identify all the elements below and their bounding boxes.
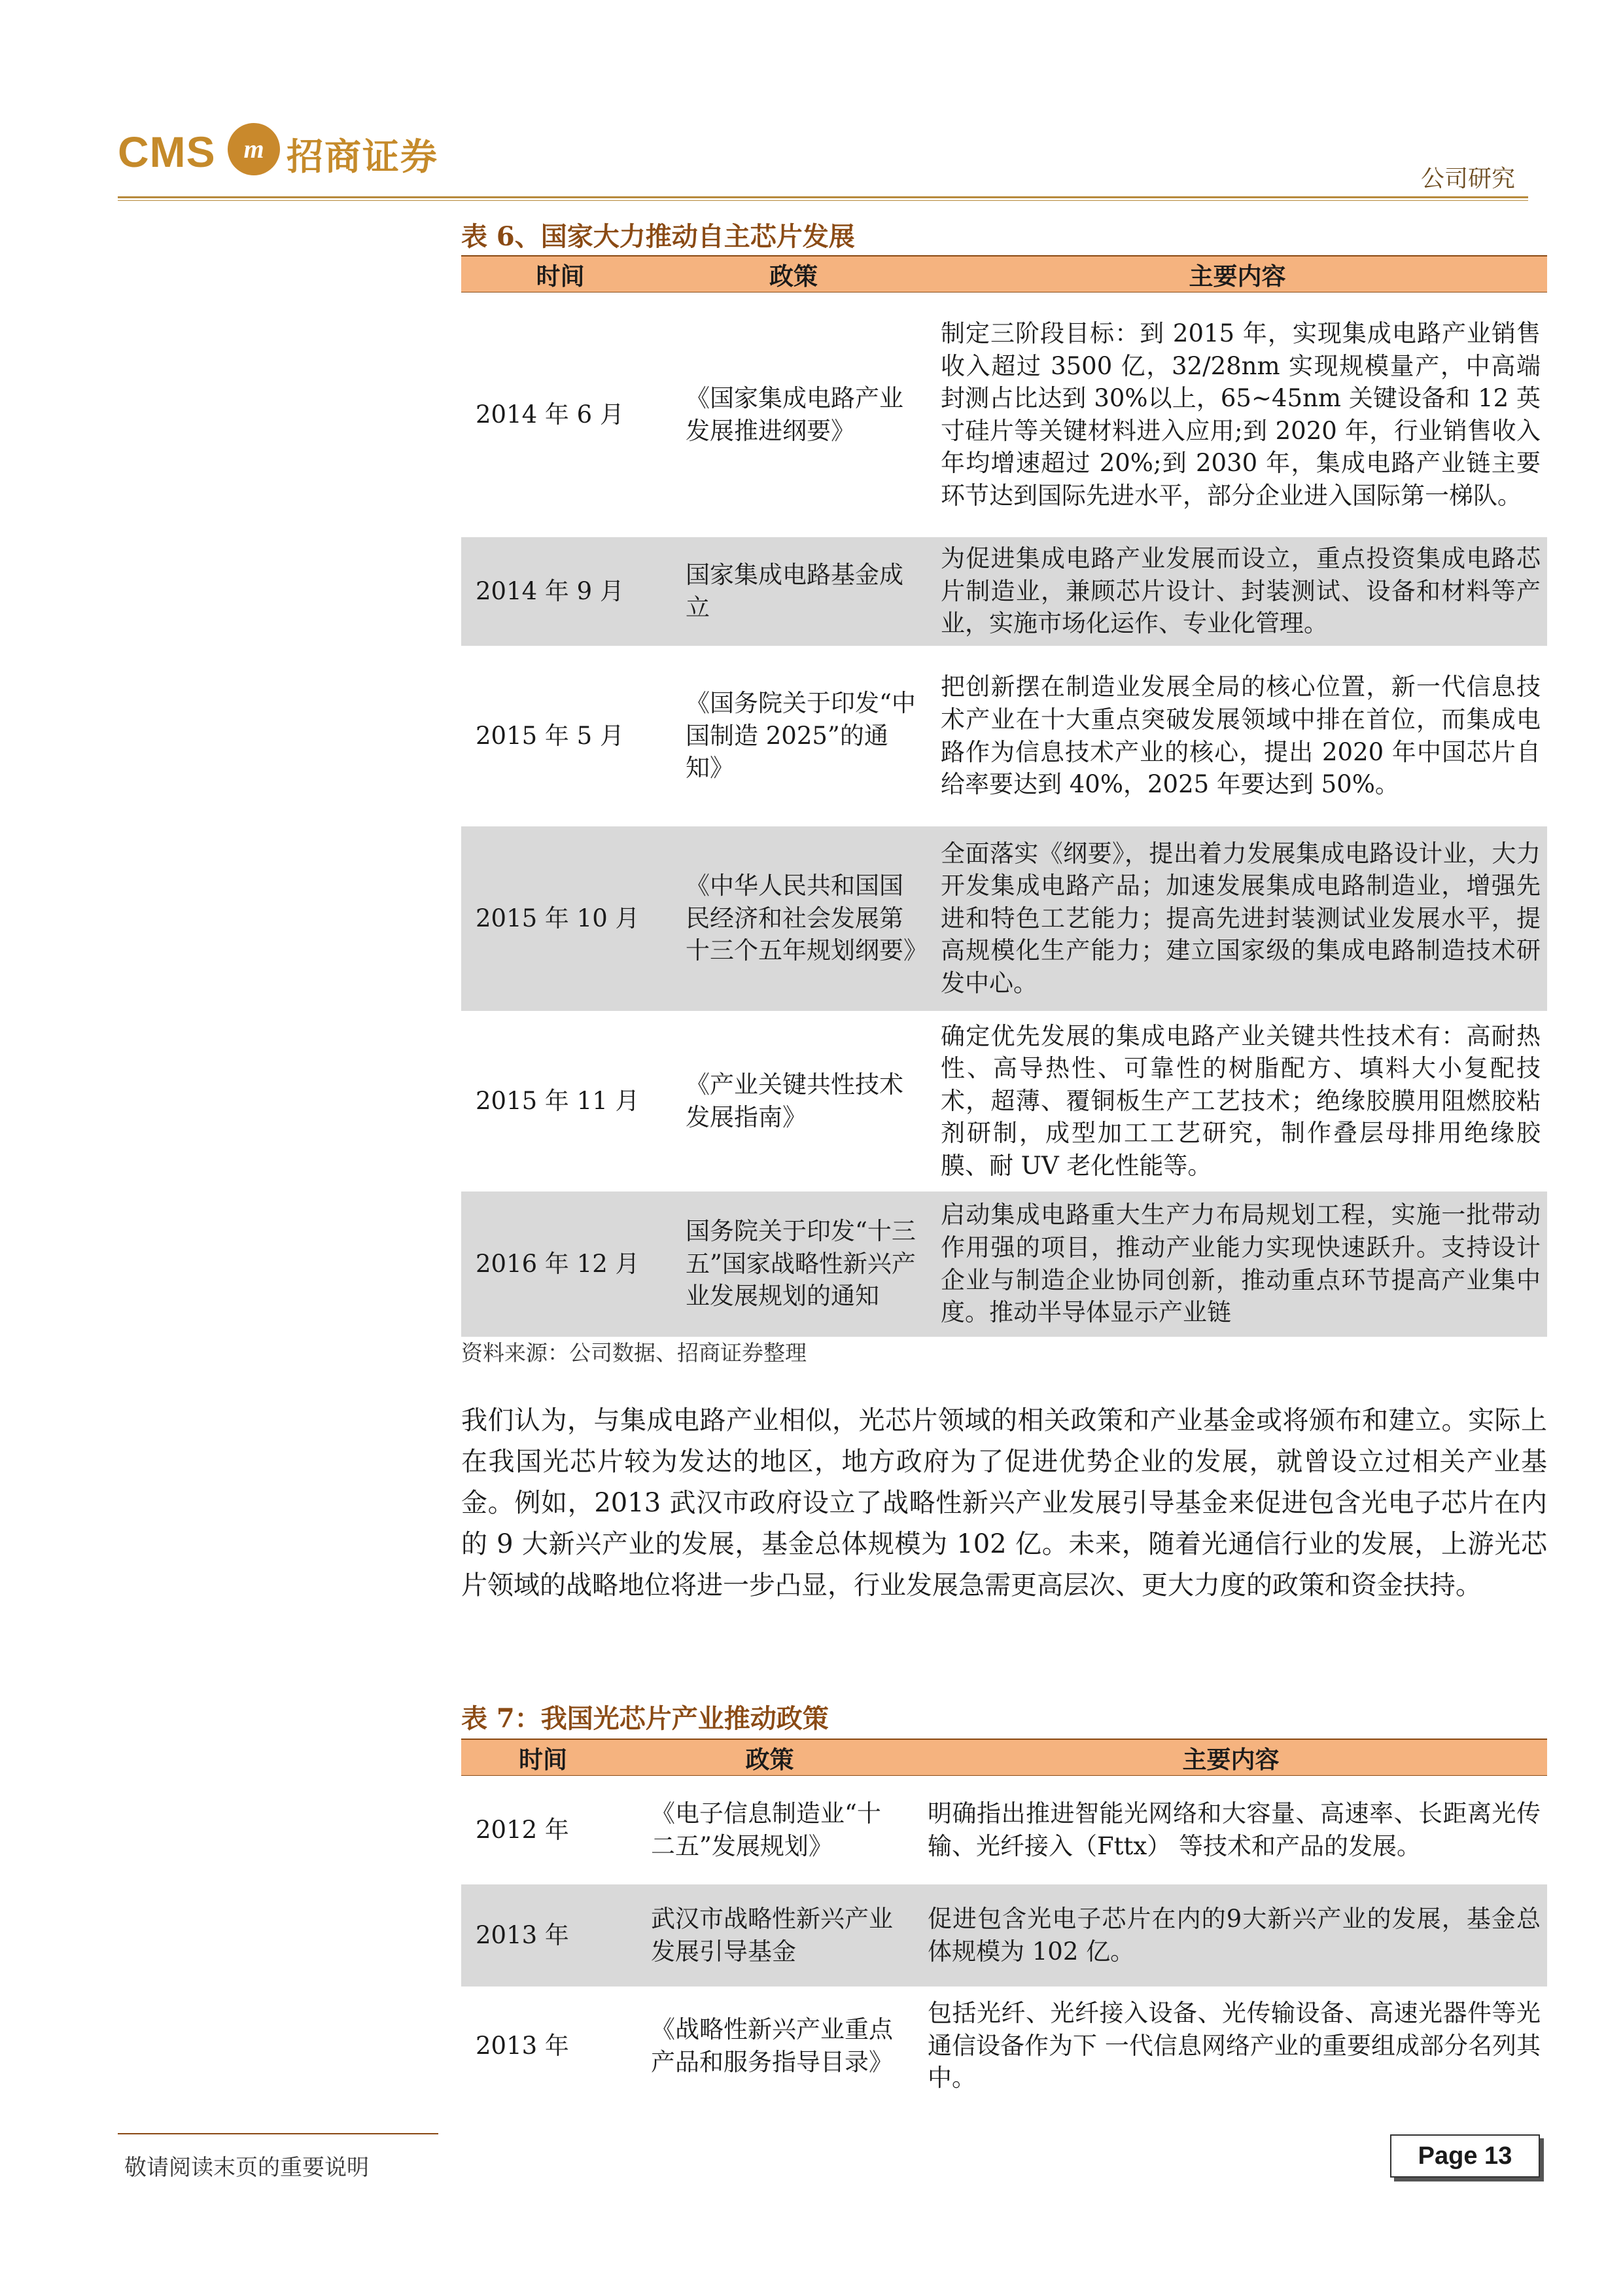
table6-header-content: 主要内容 [928,256,1547,292]
row-time: 2015 年 10 月 [461,826,659,1011]
footer-divider [118,2133,438,2134]
table6-header-policy: 政策 [659,256,928,292]
table7-title: 表 7：我国光芯片产业推动政策 [461,1703,829,1734]
table6-header-row [461,256,1547,292]
row-policy: 《电子信息制造业“十二五”发展规划》 [651,1799,881,1860]
row-time: 2013 年 [461,1884,625,1987]
body-paragraph: 我们认为，与集成电路产业相似，光芯片领域的相关政策和产业基金或将颁布和建立。实际上在我国光芯片较为发达的地区，地方政府为了促进优势企业的发展，就曾设立过相关产业基金。例如，2013 武汉市政府设立了战略性新兴产业发展引导基金来促进包含光电子芯片在内的 9 大新兴产业的发展，基金总体规模为 102 亿。未来，随着光通信行业的发展，上游光芯片领域的战略地位将进一步凸显，行业发展急需更高层次、更大力度的政策和资金扶持。 [461,1405,1547,1600]
row-content: 启动集成电路重大生产力布局规划工程，实施一批带动作用强的项目，推动产业能力实现快速跃升。支持设计企业与制造企业协同创新，推动重点环节提高产业集中度。推动半导体显示产业链 [928,1192,1547,1337]
row-policy: 《中华人民共和国国民经济和社会发展第十三个五年规划纲要》 [659,826,928,1011]
header-divider-thin [118,200,1528,201]
table7-header-content: 主要内容 [915,1739,1547,1776]
table7-header-policy: 政策 [625,1739,915,1776]
row-time: 2014 年 9 月 [461,537,659,646]
page-number: Page 13 [1390,2134,1540,2178]
table-row [461,1192,1547,1337]
row-policy: 《国家集成电路产业发展推进纲要》 [686,384,903,445]
row-time: 2013 年 [476,2031,569,2060]
row-content: 明确指出推进智能光网络和大容量、高速率、长距离光传输、光纤接入（Fttx） 等技术和产品的发展。 [928,1799,1541,1860]
table-row [461,1011,1547,1192]
table-row [461,1884,1547,1987]
table-row [461,292,1547,537]
table6-header-time: 时间 [461,256,659,292]
row-content: 制定三阶段目标：到 2015 年，实现集成电路产业销售收入超过 3500 亿，32/28nm 实现规模量产，中高端封测占比达到 30%以上，65~45nm 关键设备和 12 英寸硅片等关键材料进入应用;到 2020 年，行业销售收入年均增速超过 20%;到 2030 年，集成电路产业链主要环节达到国际先进水平，部分企业进入国际第一梯队。 [941,319,1541,510]
row-time: 2016 年 12 月 [461,1192,659,1337]
logo-badge-icon: m [228,123,280,175]
row-policy: 《产业关键共性技术发展指南》 [686,1070,903,1131]
section-label: 公司研究 [1420,166,1515,192]
row-policy: 武汉市战略性新兴产业发展引导基金 [625,1884,915,1987]
table-row [461,1987,1547,2106]
row-content: 促进包含光电子芯片在内的9大新兴产业的发展，基金总体规模为 102 亿。 [915,1884,1547,1987]
row-time: 2015 年 5 月 [476,721,624,750]
logo-chinese-text: 招商证券 [287,135,438,179]
table6-title: 表 6、国家大力推动自主芯片发展 [461,221,855,252]
row-policy: 《战略性新兴产业重点产品和服务指导目录》 [651,2015,893,2076]
table-row [461,646,1547,826]
logo-cms-text: CMS [118,128,216,176]
row-time: 2015 年 11 月 [476,1086,640,1115]
table-row [461,537,1547,646]
row-time: 2014 年 6 月 [476,400,624,429]
table-row [461,1776,1547,1884]
row-content: 全面落实《纲要》，提出着力发展集成电路设计业，大力开发集成电路产品；加速发展集成电路制造业，增强先进和特色工艺能力；提高先进封装测试业发展水平，提高规模化生产能力；建立国家级的集成电路制造技术研发中心。 [928,826,1547,1011]
footer-note: 敬请阅读末页的重要说明 [124,2155,369,2181]
row-content: 为促进集成电路产业发展而设立，重点投资集成电路芯片制造业，兼顾芯片设计、封装测试、设备和材料等产业，实施市场化运作、专业化管理。 [928,537,1547,646]
row-policy: 《国务院关于印发“中国制造 2025”的通知》 [686,689,916,783]
table6-source: 资料来源：公司数据、招商证券整理 [461,1340,807,1366]
row-content: 确定优先发展的集成电路产业关键共性技术有：高耐热性、高导热性、可靠性的树脂配方、填料大小复配技术，超薄、覆铜板生产工艺技术；绝缘胶膜用阻燃胶粘剂研制，成型加工工艺研究，制作叠层母排用绝缘胶膜、耐 UV 老化性能等。 [941,1021,1541,1180]
table7-header-row [461,1739,1547,1776]
row-content: 包括光纤、光纤接入设备、光传输设备、高速光器件等光通信设备作为下 一代信息网络产业的重要组成部分名列其中。 [928,1999,1541,2093]
table7-header-time: 时间 [461,1739,625,1776]
row-policy: 国务院关于印发“十三五”国家战略性新兴产业发展规划的通知 [659,1192,928,1337]
row-content: 把创新摆在制造业发展全局的核心位置，新一代信息技术产业在十大重点突破发展领域中排在首位，而集成电路作为信息技术产业的核心，提出 2020 年中国芯片自给率要达到 40%，2025 年要达到 50%。 [941,673,1541,799]
row-policy: 国家集成电路基金成立 [659,537,928,646]
header-divider [118,196,1528,198]
table7 [461,1739,1547,2106]
table-row [461,826,1547,1011]
row-time: 2012 年 [476,1815,569,1844]
company-logo [118,123,458,188]
table6 [461,255,1547,1337]
